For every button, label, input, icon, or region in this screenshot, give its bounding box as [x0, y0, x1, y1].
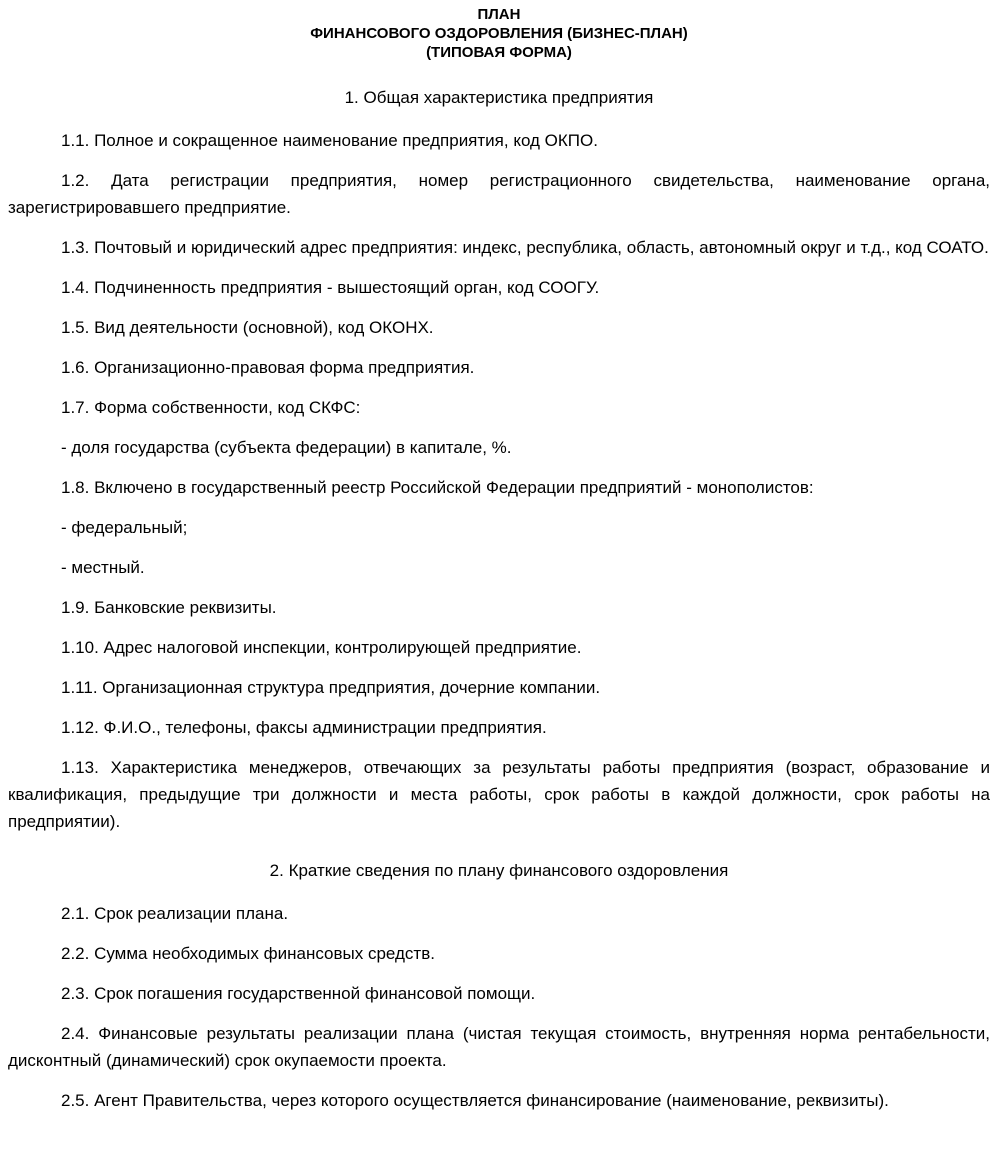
- title-line-2: ФИНАНСОВОГО ОЗДОРОВЛЕНИЯ (БИЗНЕС-ПЛАН): [310, 25, 688, 42]
- section-heading-1: 1. Общая характеристика предприятия: [344, 88, 654, 107]
- paragraph: 1.7. Форма собственности, код СКФС:: [61, 398, 361, 417]
- document-body: [8, 84, 990, 1114]
- title-line-3: (ТИПОВАЯ ФОРМА): [426, 44, 572, 61]
- title-line-1: ПЛАН: [477, 6, 521, 23]
- paragraph: 1.6. Организационно-правовая форма предприятия.: [61, 358, 475, 377]
- paragraph: 1.5. Вид деятельности (основной), код ОКОНХ.: [61, 318, 434, 337]
- section-heading-2: 2. Краткие сведения по плану финансового оздоровления: [269, 861, 729, 880]
- document-title: [8, 5, 990, 62]
- list-item: - местный.: [61, 558, 145, 577]
- list-item: - федеральный;: [61, 518, 188, 537]
- paragraph: 1.10. Адрес налоговой инспекции, контролирующей предприятие.: [61, 638, 582, 657]
- paragraph: 1.3. Почтовый и юридический адрес предприятия: индекс, республика, область, автономный округ и т.д., код СОАТО.: [61, 238, 989, 257]
- paragraph: 1.4. Подчиненность предприятия - вышестоящий орган, код СООГУ.: [61, 278, 600, 297]
- paragraph: 1.1. Полное и сокращенное наименование предприятия, код ОКПО.: [61, 131, 598, 150]
- paragraph: 1.8. Включено в государственный реестр Российской Федерации предприятий - монополистов:: [61, 478, 814, 497]
- paragraph: 2.4. Финансовые результаты реализации плана (чистая текущая стоимость, внутренняя норма рентабельности, дисконтный (динамический) срок окупаемости проекта.: [8, 1024, 990, 1070]
- paragraph: 2.5. Агент Правительства, через которого осуществляется финансирование (наименование, реквизиты).: [61, 1091, 889, 1110]
- paragraph: 2.2. Сумма необходимых финансовых средств.: [61, 944, 435, 963]
- paragraph: 2.3. Срок погашения государственной финансовой помощи.: [61, 984, 536, 1003]
- paragraph: 1.11. Организационная структура предприятия, дочерние компании.: [61, 678, 601, 697]
- paragraph: 1.12. Ф.И.О., телефоны, факсы администрации предприятия.: [61, 718, 547, 737]
- paragraph: 1.13. Характеристика менеджеров, отвечающих за результаты работы предприятия (возраст, образование и квалификация, предыдущие три должности и места работы, срок работы в каждой должности, срок работы на предприятии).: [8, 758, 990, 831]
- list-item: - доля государства (субъекта федерации) в капитале, %.: [61, 438, 512, 457]
- paragraph: 2.1. Срок реализации плана.: [61, 904, 289, 923]
- paragraph: 1.9. Банковские реквизиты.: [61, 598, 277, 617]
- paragraph: 1.2. Дата регистрации предприятия, номер регистрационного свидетельства, наименование органа, зарегистрировавшего предприятие.: [8, 171, 990, 217]
